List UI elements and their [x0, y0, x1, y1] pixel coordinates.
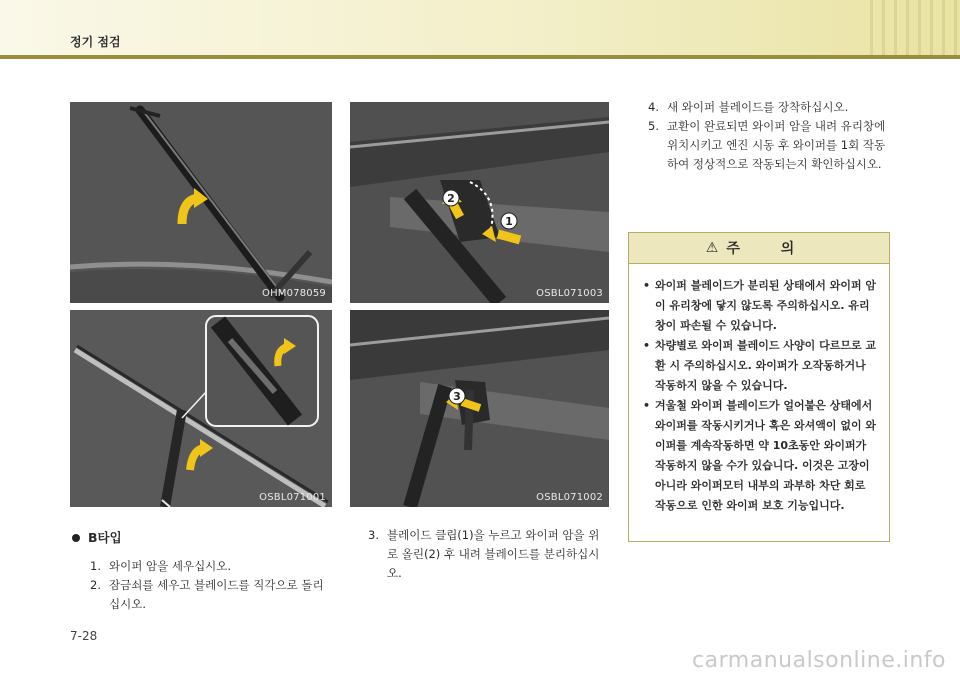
step-number: 4. [648, 100, 659, 114]
header-band [0, 0, 960, 56]
page-number: 7-28 [70, 629, 98, 643]
right-steps [648, 98, 890, 174]
step-item [648, 117, 890, 174]
caution-title: 주 의 [726, 241, 813, 257]
step-text: 와이퍼 암을 세우십시오. [109, 559, 232, 573]
photo-code: OSBL071002 [536, 492, 603, 503]
header-stripes [870, 0, 960, 56]
caution-item [641, 276, 879, 336]
callout-one: 1 [505, 215, 513, 228]
callout-three: 3 [453, 390, 461, 403]
step-item [90, 557, 333, 576]
lock-lever-illustration [70, 310, 332, 507]
section-title: 정기 점검 [70, 35, 121, 49]
middle-steps [368, 526, 610, 583]
bullet-icon: • [643, 399, 651, 412]
type-heading-text: B타입 [88, 530, 122, 545]
blade-removal-illustration [350, 310, 609, 507]
left-steps [90, 557, 333, 614]
step-number: 1. [90, 559, 101, 573]
photo-wiper-arm-raised [70, 102, 332, 303]
photo-code: OSBL071003 [536, 288, 603, 299]
photo-code: OSBL071001 [259, 492, 326, 503]
step-item [648, 98, 890, 117]
bullet-icon: • [643, 279, 651, 292]
caution-text: 차량별로 와이퍼 블레이드 사양이 다르므로 교환 시 주의하십시오. 와이퍼가 오작동하거나 작동하지 않을 수 있습니다. [655, 339, 877, 392]
step-text: 블레이드 클립(1)을 누르고 와이퍼 암을 위로 올린(2) 후 내려 블레이드를 분리하십시오. [387, 528, 600, 580]
step-item [368, 526, 610, 583]
photo-lock-lever-rotate [70, 310, 332, 507]
caution-box [628, 232, 890, 542]
type-heading [72, 528, 122, 546]
blade-clip-illustration [350, 102, 609, 303]
caution-text: 와이퍼 블레이드가 분리된 상태에서 와이퍼 암이 유리창에 닿지 않도록 주의하십시오. 유리창이 파손될 수 있습니다. [655, 279, 877, 332]
watermark-text: carmanualsonline.info [692, 648, 946, 673]
step-number: 2. [90, 578, 101, 592]
photo-blade-removal [350, 310, 609, 507]
caution-item [641, 396, 879, 516]
step-item [90, 576, 333, 614]
photo-blade-clip-press [350, 102, 609, 303]
bullet-dot-icon [72, 534, 80, 542]
step-text: 교환이 완료되면 와이퍼 암을 내려 유리창에 위치시키고 엔진 시동 후 와이퍼를 1회 작동하여 정상적으로 작동되는지 확인하십시오. [667, 119, 886, 171]
step-text: 잠금쇠를 세우고 블레이드를 직각으로 돌리십시오. [109, 578, 324, 611]
header-rule [0, 55, 960, 59]
step-text: 새 와이퍼 블레이드를 장착하십시오. [667, 100, 849, 114]
caution-header [629, 233, 889, 264]
step-number: 5. [648, 119, 659, 133]
caution-item [641, 336, 879, 396]
step-number: 3. [368, 528, 379, 542]
wiper-arm-illustration [70, 102, 332, 303]
caution-body [629, 264, 889, 516]
bullet-icon: • [643, 339, 651, 352]
callout-two: 2 [447, 192, 455, 205]
caution-text: 겨울철 와이퍼 블레이드가 얼어붙은 상태에서 와이퍼를 작동시키거나 혹은 와셔액이 없이 와이퍼를 계속작동하면 약 10초동안 와이퍼가 작동하지 않을 수가 있습니다. 이것은 고장이 아니라 와이퍼모터 내부의 과부하 차단 회로 작동으로 인한 와이퍼 보호 기능입니다. [655, 399, 877, 512]
photo-code: OHM078059 [262, 288, 326, 299]
warning-triangle-icon: ⚠ [705, 240, 719, 256]
